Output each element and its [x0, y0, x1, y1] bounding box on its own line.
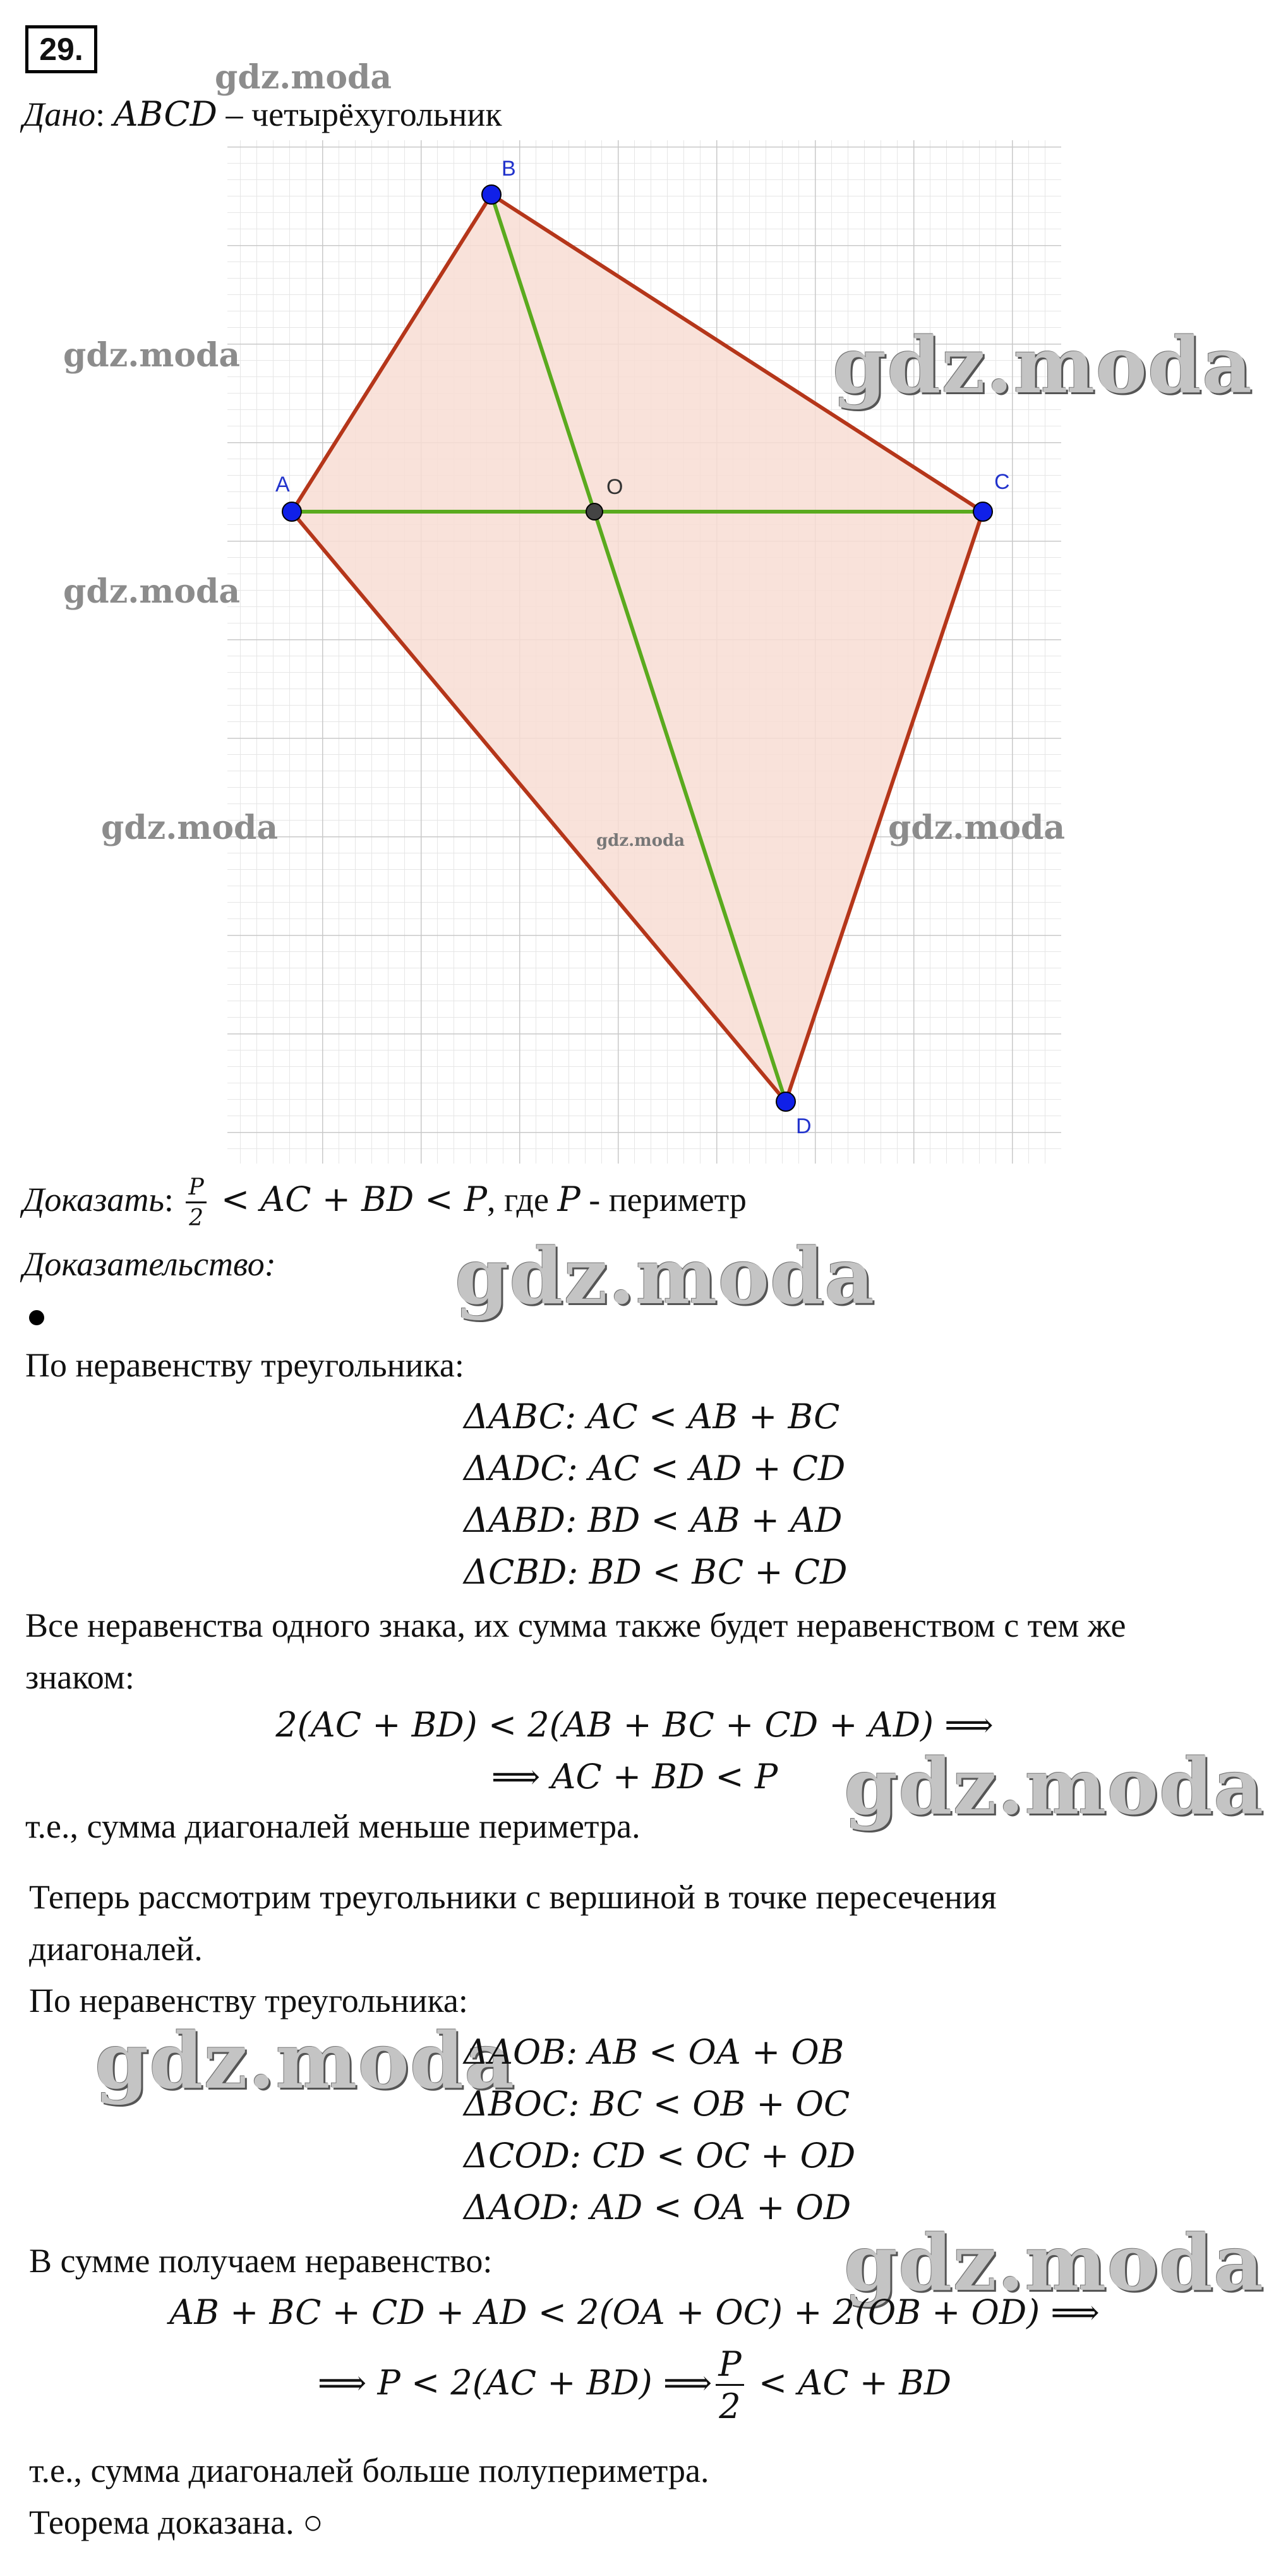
vertex-d — [776, 1092, 795, 1111]
given-math: ABCD — [113, 94, 217, 134]
conclusion: Теорема доказана. ○ — [29, 2503, 323, 2541]
prove-rest-p: P — [557, 1179, 580, 1219]
proof-label — [23, 1244, 276, 1284]
prove-rest-2: - периметр — [580, 1180, 747, 1219]
watermark: gdz.moda — [215, 58, 392, 97]
given-sep: : — [95, 95, 114, 133]
label-d: D — [796, 1114, 812, 1138]
proof-text: Теперь рассмотрим треугольники с вершиной в точке пересечения — [29, 1878, 997, 1916]
prove-rest-1: , где — [487, 1180, 558, 1219]
proof-text: По неравенству треугольника: — [25, 1346, 464, 1384]
inequality: ΔABD: BD < AB + AD — [464, 1500, 843, 1540]
final-inequality-right: < AC + BD — [747, 2362, 952, 2403]
proof-text: т.е., сумма диагоналей меньше периметра. — [25, 1807, 641, 1845]
proof-text: Все неравенства одного знака, их сумма также будет неравенством с тем же — [25, 1606, 1126, 1644]
inequality: AB + BC + CD + AD < 2(OA + OC) + 2(OB + OD) ⟹ — [169, 2292, 1100, 2332]
figure-svg — [227, 140, 1061, 1176]
proof-label-text: Доказательство: — [23, 1245, 276, 1283]
prove-line — [23, 1176, 747, 1230]
inequality: ⟹ AC + BD < P — [491, 1757, 778, 1797]
prove-frac-num: P — [186, 1176, 206, 1203]
bullet-icon — [29, 1310, 44, 1325]
label-b: B — [502, 157, 516, 181]
prove-sep: : — [164, 1180, 183, 1219]
given-line — [23, 95, 502, 134]
watermark: gdz.moda — [596, 831, 685, 850]
prove-label: Доказать — [23, 1180, 164, 1219]
watermark: gdz.moda — [888, 809, 1066, 847]
inequality: ΔAOB: AB < OA + OB — [464, 2032, 845, 2072]
given-label: Дано — [23, 95, 96, 133]
inequality: ΔCOD: CD < OC + OD — [464, 2136, 856, 2176]
watermark: gdz.moda — [95, 2015, 515, 2106]
prove-frac-den: 2 — [189, 1205, 203, 1231]
vertex-b — [482, 185, 501, 204]
inequality: ΔCBD: BD < BC + CD — [464, 1552, 848, 1592]
prove-fraction — [186, 1176, 206, 1230]
watermark: gdz.moda — [455, 1231, 875, 1321]
proof-text: т.е., сумма диагоналей больше полупериметра. — [29, 2452, 709, 2489]
watermark: gdz.moda — [63, 336, 241, 375]
watermark: gdz.moda — [844, 2217, 1265, 2308]
proof-text: диагоналей. — [29, 1930, 203, 1968]
label-c: C — [994, 470, 1010, 494]
proof-text: В сумме получаем неравенство: — [29, 2242, 493, 2280]
label-a: A — [275, 472, 290, 497]
vertex-a — [282, 502, 301, 521]
label-o: O — [606, 475, 623, 499]
inequality: ΔADC: AC < AD + CD — [464, 1448, 846, 1488]
proof-text: знаком: — [25, 1658, 135, 1696]
inequality: ΔAOD: AD < OA + OD — [464, 2188, 851, 2227]
final-inequality-left: ⟹ P < 2(AC + BD) ⟹ — [317, 2362, 713, 2403]
half-perimeter-fraction — [716, 2344, 743, 2426]
final-inequality — [0, 2344, 1269, 2426]
watermark: gdz.moda — [844, 1741, 1265, 1832]
quadrilateral-figure — [227, 140, 1061, 1176]
inequality: ΔABC: AC < AB + BC — [464, 1397, 840, 1436]
vertex-c — [973, 502, 992, 521]
prove-math: < AC + BD < P — [210, 1179, 488, 1219]
inequality: ΔBOC: BC < OB + OC — [464, 2084, 850, 2124]
problem-number: 29. — [25, 25, 97, 73]
point-o — [586, 503, 603, 520]
inequality: 2(AC + BD) < 2(AB + BC + CD + AD) ⟹ — [275, 1705, 994, 1745]
watermark: gdz.moda — [101, 809, 279, 847]
proof-text: По неравенству треугольника: — [29, 1982, 468, 2019]
watermark: gdz.moda — [63, 572, 241, 611]
watermark: gdz.moda — [833, 320, 1253, 411]
frac-num: P — [716, 2347, 743, 2386]
given-rest: – четырёхугольник — [217, 95, 502, 133]
frac-den: 2 — [719, 2386, 741, 2426]
